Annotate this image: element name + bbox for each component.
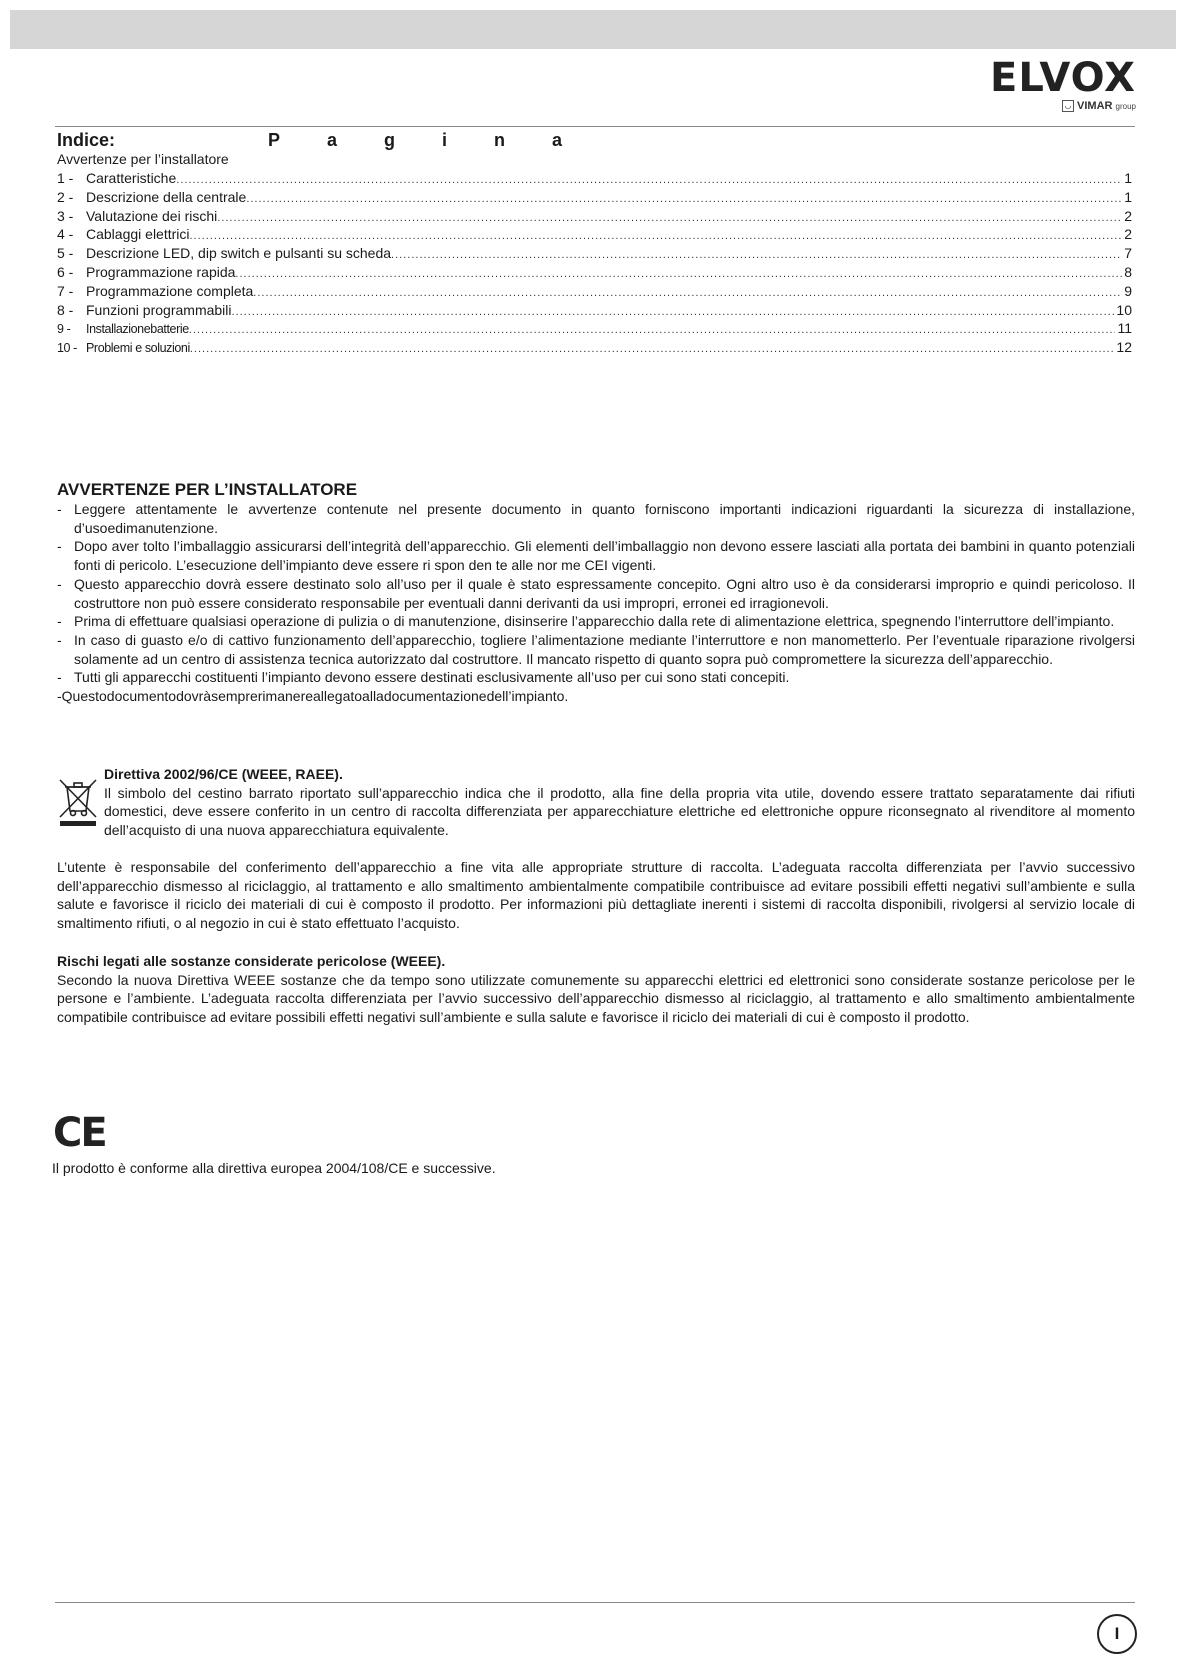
toc-entry[interactable]: 5 - Descrizione LED, dip switch e pulsanti su scheda ..... 7 (57, 245, 1132, 264)
list-item: - Tutti gli apparecchi costituenti l’impianto devono essere destinati esclusivamente all’uso per cui sono stati concepiti. (57, 669, 790, 686)
elvox-logo (986, 55, 1136, 112)
crossed-bin-icon (57, 775, 99, 827)
leader-dots (190, 343, 1115, 355)
toc-entry[interactable]: 3 - Valutazione dei rischi ..... 2 (57, 208, 1132, 227)
list-item: - Dopo aver tolto l’imballaggio assicurarsi dell’integrità dell’apparecchio. Gli elementi dell’imballaggio non devono essere lasciati alla portata dei bambini in quanto potenziali fonti di pericolo. L’esecuzione dell’impianto deve essere ri spon den te alle nor me CEI vigenti. (57, 538, 1135, 574)
list-item: - Questo apparecchio dovrà essere destinato solo all’uso per il quale è stato espressamente concepito. Ogni altro uso è da considerarsi improprio e quindi pericoloso. Il costruttore non può essere considerato responsabile per eventuali danni derivanti da usi impropri, erronei ed irragionevoli. (57, 575, 1135, 611)
list-item: - Leggere attentamente le avvertenze contenute nel presente documento in quanto forniscono importanti indicazioni riguardanti la sicurezza di installazione, d’usoedimanutenzione. (57, 501, 1135, 536)
risks-section (57, 952, 1135, 1027)
toc-entry[interactable]: 7 - Programmazione completa ..... 9 (57, 283, 1132, 302)
leader-dots (235, 268, 1122, 280)
weee-directive-block (57, 765, 1135, 840)
bottom-divider (55, 1602, 1135, 1603)
index-subtitle: Avvertenze per l’installatore (57, 151, 229, 167)
warnings-list (57, 500, 1135, 687)
table-of-contents (57, 170, 1132, 358)
toc-entry[interactable]: 1 - Caratteristiche ..... 1 (57, 170, 1132, 189)
vimar-text: VIMAR (1077, 100, 1113, 112)
toc-entry[interactable]: 10 - Problemi e soluzioni ..... 12 (57, 339, 1132, 358)
leader-dots (176, 174, 1122, 186)
ce-mark-logo: CE (53, 1110, 106, 1156)
warnings-title: AVVERTENZE PER L’INSTALLATORE (57, 480, 358, 499)
leader-dots (189, 324, 1116, 336)
top-divider (55, 126, 1135, 127)
toc-entry[interactable]: 9 - Installazionebatterie ..... 11 (57, 320, 1132, 339)
top-header-bar (10, 10, 1176, 49)
toc-entry[interactable]: 6 - Programmazione rapida ..... 8 (57, 264, 1132, 283)
installer-warnings-section (57, 480, 1135, 706)
leader-dots (190, 230, 1123, 242)
vimar-icon: ◡ (1062, 100, 1074, 112)
weee-description: Il simbolo del cestino barrato riportato sull’apparecchio indica che il prodotto, alla fine della propria vita utile, dovendo essere trattato separatamente dai rifiuti domestici, deve essere conferito in un centro di raccolta differenziata per apparecchiature elettriche ed elettroniche oppure riconsegnato al rivenditore al momento dell’acquisto di una nuova apparecchiatura equivalente. (104, 784, 1135, 839)
list-item: - Prima di effettuare qualsiasi operazione di pulizia o di manutenzione, disinserire l’apparecchio dalla rete di alimentazione elettrica, spegnendo l’interruttore dell’impianto. (57, 613, 1115, 630)
logo-text: ELVOX (990, 55, 1136, 101)
list-item: - In caso di guasto e/o di cattivo funzionamento dell’apparecchio, togliere l’alimentazione mediante l’interruttore e non manometterlo. Per l’eventuale riparazione rivolgersi solamente ad un centro di assistenza tecnica autorizzato dal costruttore. Il mancato rispetto di quanto sopra può compromettere la sicurezza dell’apparecchio. (57, 631, 1135, 667)
index-page-label: Pagina (268, 130, 610, 150)
leader-dots (232, 306, 1115, 318)
risks-title: Rischi legati alle sostanze considerate pericolose (WEEE). (57, 953, 446, 969)
document-retention-note: -Questodocumentodovràsemprerimanereallegatoalladocumentazionedell’impianto. (57, 688, 569, 705)
vimar-group-mark (986, 100, 1136, 112)
toc-entry[interactable]: 4 - Cablaggi elettrici ..... 2 (57, 226, 1132, 245)
leader-dots (253, 287, 1122, 299)
ce-conformity-text: Il prodotto è conforme alla direttiva europea 2004/108/CE e successive. (52, 1160, 496, 1176)
leader-dots (246, 193, 1122, 205)
toc-entry[interactable]: 2 - Descrizione della centrale ..... 1 (57, 189, 1132, 208)
index-title: Indice: (57, 130, 116, 150)
group-text: group (1115, 102, 1136, 111)
leader-dots (391, 249, 1122, 261)
user-responsibility-paragraph: L’utente è responsabile del conferimento dell’apparecchio a fine vita alle appropriate strutture di raccolta. L’adeguata raccolta differenziata per l’avvio successivo dell’apparecchio dismesso al riciclaggio, al trattamento e allo smaltimento ambientalmente compatibile contribuisce ad evitare possibili effetti negativi sull’ambiente e sulla salute e favorisce il riciclo dei materiali di cui è composto il prodotto. Per informazioni più dettagliate inerenti i sistemi di raccolta disponibili, rivolgersi al servizio locale di smaltimento rifiuti, o al negozio in cui è stato effettuato l’acquisto. (57, 859, 1135, 932)
toc-entry[interactable]: 8 - Funzioni programmabili ..... 10 (57, 302, 1132, 321)
leader-dots (217, 212, 1122, 224)
weee-title: Direttiva 2002/96/CE (WEEE, RAEE). (104, 766, 343, 782)
page-number: I (1097, 1614, 1137, 1654)
risks-text: Secondo la nuova Direttiva WEEE sostanze che da tempo sono utilizzate comunemente su apparecchi elettrici ed elettronici sono considerate sostanze pericolose per le persone e l’ambiente. L’adeguata raccolta differenziata per l’avvio successivo dell’apparecchio dismesso al riciclaggio, al trattamento e allo smaltimento ambientalmente compatibile contribuisce ad evitare possibili effetti negativi sull’ambiente e sulla salute e favorisce il riciclo dei materiali di cui è composto il prodotto. (57, 971, 1135, 1026)
